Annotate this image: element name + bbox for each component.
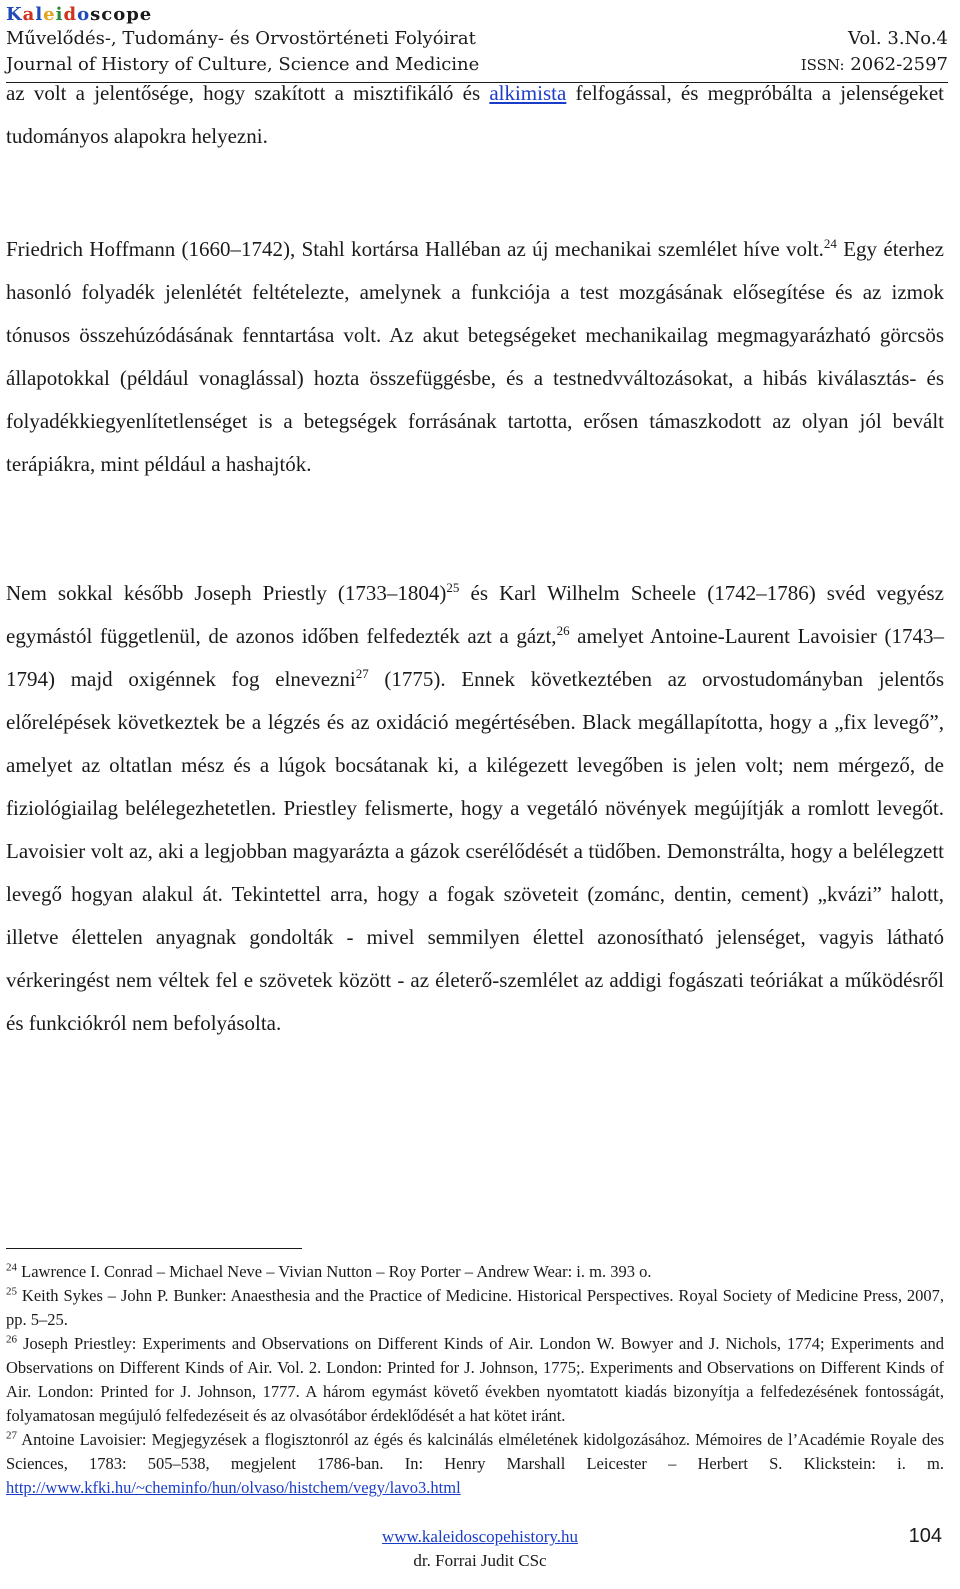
- issn-label: ISSN:: [800, 56, 845, 74]
- footnote-number: 27: [6, 1429, 17, 1442]
- p2-text-b: Egy éterhez hasonló folyadék jelenlétét feltételezte, amelynek a funkciója a test mozgásának elősegítése és az izmok tónusos összehúzódásának fenntartása volt. Az akut betegségeket mechanikailag megmagyarázható görcsös állapotokkal (például vonaglással) hozta összefüggésbe, és a testnedvváltozásokat, a hibás kiválasztás- és folyadékkiegyenlítetlenséget is a betegségek forrásának tartotta, erősen támaszkodott az olyan jól bevált terápiákra, mint például a hashajtók.: [6, 237, 944, 476]
- logo-letter-8: c: [101, 4, 114, 25]
- p1-text-b: felfogással, és megpróbálta a jelenségeket tudományos alapokra helyezni.: [6, 81, 945, 148]
- logo-letter-5: d: [63, 4, 78, 25]
- footnote-ref-24[interactable]: 24: [823, 236, 837, 251]
- footnote-24: [6, 1260, 944, 1284]
- footnote-number: 26: [6, 1333, 17, 1346]
- alkimista-link[interactable]: alkimista: [489, 81, 567, 105]
- logo-letter-2: l: [35, 4, 44, 25]
- footnote-ref-27[interactable]: 27: [355, 666, 369, 681]
- logo-letter-1: a: [22, 4, 36, 25]
- paragraph-2: [6, 228, 944, 486]
- p3-text-c: amelyet Antoine-Laurent Lavoisier (1743–1794) majd oxigénnek fog elnevezni: [6, 624, 944, 691]
- footnote-26: [6, 1332, 944, 1428]
- page-footer: [0, 1525, 960, 1573]
- editor-name: dr. Forrai Judit CSc: [413, 1551, 547, 1570]
- footnote-text: Lawrence I. Conrad – Michael Neve – Vivian Nutton – Roy Porter – Andrew Wear: i. m. 393 o.: [17, 1262, 652, 1281]
- volume-label: Vol. 3.No.4: [847, 28, 948, 49]
- footnote-divider: [6, 1248, 302, 1249]
- journal-title-en: Journal of History of Culture, Science and Medicine: [6, 54, 480, 75]
- logo-letter-7: s: [90, 4, 102, 25]
- paragraph-3: [6, 572, 944, 1045]
- journal-title-hu: Művelődés-, Tudomány- és Orvostörténeti Folyóirat: [6, 28, 476, 49]
- p3-text-d: (1775). Ennek következtében az orvostudományban jelentős előrelépések következtek be a légzés és az oxidáció megértésében. Black megállapította, hogy a „fix levegő”, amelyet az oltatlan mész és a lúgok bocsátanak ki, a kilégezett levegőben is jelen volt; nem mérgező, de fiziológiailag belélegezhetetlen. Priestley felismerte, hogy a vegetáló növények megújítják a romlott levegőt. Lavoisier volt az, aki a legjobban magyarázta a gázok cserélődését a tüdőben. Demonstrálta, hogy a belélegzett levegő hogyan alakul át. Tekintettel arra, hogy a fogak szöveteit (zománc, dentin, cement) „kvázi” halott, illetve élettelen anyagnak gondolták - mivel semmilyen élettel azonosítható jelenséget, vagyis látható vérkeringést nem véltek fel e szövetek között - az életerő-szemlélet az addigi fogászati teóriákat a működésről és funkciókról nem befolyásolta.: [6, 667, 945, 1035]
- p1-text-a: az volt a jelentősége, hogy szakított a misztifikáló és: [6, 81, 490, 105]
- header-row-1: [6, 26, 948, 52]
- footnotes: [6, 1260, 944, 1500]
- footnote-27: [6, 1428, 944, 1500]
- p3-text-b: és Karl Wilhelm Scheele (1742–1786) svéd vegyész egymástól függetlenül, de azonos időben felfedezték azt a gázt,: [6, 581, 944, 648]
- logo-letter-9: o: [113, 4, 127, 25]
- p3-text-a: Nem sokkal később Joseph Priestly (1733–1804): [6, 581, 447, 605]
- logo-letter-6: o: [77, 4, 91, 25]
- footnote-25: [6, 1284, 944, 1332]
- footnote-text: Antoine Lavoisier: Megjegyzések a flogisztonról az égés és kalcinálás elméletének kidolgozásához. Mémoires de l’Académie Royale des Sciences, 1783: 505–538, megjelent 1786-ban. In: Henry Marshall Leicester – Herbert S. Klickstein: i. m.: [6, 1430, 944, 1473]
- logo-letter-10: p: [126, 4, 140, 25]
- p2-text-a: Friedrich Hoffmann (1660–1742), Stahl kortársa Halléban az új mechanikai szemlélet híve volt.: [6, 237, 824, 261]
- paragraph-1: [6, 72, 944, 158]
- footnote-text: Keith Sykes – John P. Bunker: Anaesthesia and the Practice of Medicine. Historical Perspectives. Royal Society of Medicine Press, 2007, pp. 5–25.: [6, 1286, 944, 1329]
- footnote-ref-25[interactable]: 25: [446, 580, 460, 595]
- kaleidoscope-logo: [6, 4, 948, 26]
- footnote-text: Joseph Priestley: Experiments and Observations on Different Kinds of Air. London W. Bowyer and J. Nichols, 1774; Experiments and Observations on Different Kinds of Air. Vol. 2. London: Printed for J. Johnson, 1775;. Experiments and Observations on Different Kinds of Air. London: Printed for J. Johnson, 1777. A három egymást követő években nyomtatott kiadás bizonyítja a felfedezésének fontosságát, folyamatosan megújuló felfedezéseit és az olvasótábor érdeklődését a hat kötet iránt.: [6, 1334, 944, 1425]
- logo-letter-0: K: [6, 4, 23, 25]
- page-number: 104: [908, 1525, 942, 1547]
- footnote-number: 24: [6, 1261, 17, 1274]
- logo-letter-4: i: [55, 4, 64, 25]
- journal-header: [6, 4, 948, 82]
- footnote-ref-26[interactable]: 26: [556, 623, 570, 638]
- lavoisier-source-link[interactable]: http://www.kfki.hu/~cheminfo/hun/olvaso/histchem/vegy/lavo3.html: [6, 1478, 461, 1497]
- website-link[interactable]: www.kaleidoscopehistory.hu: [381, 1527, 579, 1546]
- logo-letter-11: e: [139, 4, 153, 25]
- logo-letter-3: e: [43, 4, 56, 25]
- footnote-number: 25: [6, 1285, 17, 1298]
- issn-number: 2062-2597: [850, 54, 948, 75]
